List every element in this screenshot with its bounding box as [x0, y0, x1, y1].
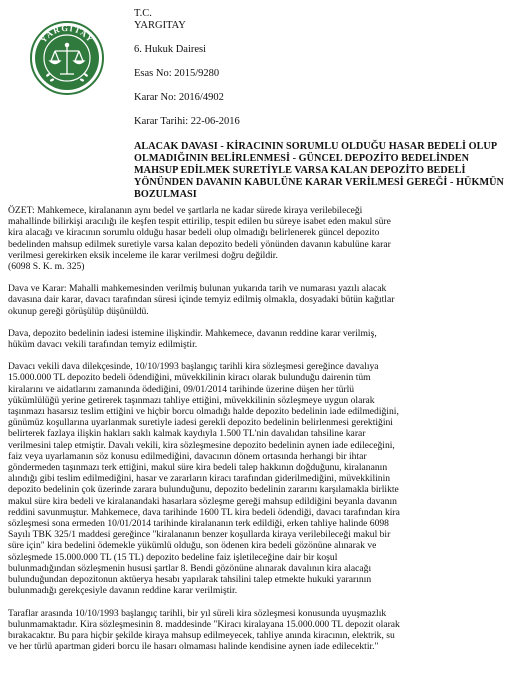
body-text-line: Taraflar arasında 10/10/1993 başlangıç tarihli, bir yıl süreli kira sözleşmesi konusunda uyuşmazlık	[8, 607, 387, 619]
body-text-line: yükümlülüğü yerine getirerek taşınmazı tahliye ettiğini, müvekkilinin sözleşmeye uygun olarak	[8, 394, 375, 406]
body-text-line: kira alacağı ve kiracının sorumlu olduğu hasar bedeli olup olmadığı belirlenerek güncel depozito	[8, 227, 380, 239]
body-text-line: kiralarını ve aidatlarını zamanında ödediğini, 09/01/2014 tarihinde üzerine düşen her türlü	[8, 383, 355, 395]
body-text-line: taşınmazı hasarsız teslim ettiğini ve hiçbir borcu olmadığı halde depozito bedelinin iade edilmediğini,	[8, 406, 399, 418]
header-esas-no: Esas No: 2015/9280	[134, 68, 220, 79]
body-text-line: reddini savunmuştur. Mahkemece, dava tarihinde 1600 TL kira bedeli ödendiği, davacı tarafından kira	[8, 506, 400, 518]
body-text-line: bedelinden mahsup edilmek suretiyle varsa kalan depozito bedeli yönünden davanın kabulüne karar	[8, 238, 391, 250]
paragraph-gap	[8, 272, 504, 283]
body-text-line: sözleşmede 15.000.000 TL (15 TL) depozito bedeline faiz işletileceğine dair bir koşul	[8, 551, 338, 563]
body-text-line: bulunmadığından sözleşmenin hususi şartlar 8. Bendi gözönüne alınarak davalının kira alacağı	[8, 562, 372, 574]
body-text-line: ÖZET: Mahkemece, kiralananın aynı bedel ve şartlarla ne kadar sürede kiraya verilebileceği	[8, 205, 363, 216]
body-text-line: hüküm davacı vekili tarafından temyiz edilmiştir.	[8, 339, 198, 351]
body-text-line: okunup gereği görüşülüp düşünüldü.	[8, 305, 149, 317]
body-text-line: verilmesini talep etmiştir. Davalı vekili, kira sözleşmesine depozito bedelinin aynen iade edileceğini,	[8, 439, 395, 451]
header-karar-tarihi: Karar Tarihi: 22-06-2016	[134, 116, 240, 127]
case-title-line: OLMADIĞININ BELİRLENMESİ - GÜNCEL DEPOZİTO BEDELİNDEN	[134, 153, 470, 164]
body-text-line: Sayılı TBK 325/1 maddesi gereğince "kiralananın benzer koşullarda kiraya verilebileceği makul bir	[8, 529, 391, 541]
body-text-line: göndermeden taşınmazı terk ettiğini, makul süre kira bedeli talep hakkının doğduğunu, kiralananın	[8, 462, 388, 474]
paragraph-gap	[8, 317, 504, 328]
header-chamber: 6. Hukuk Dairesi	[134, 44, 207, 55]
paragraph-gap	[8, 597, 504, 608]
case-title-line: BOZULMASI	[134, 189, 197, 200]
body-text-line: Davacı vekili dava dilekçesinde, 10/10/1993 başlangıç tarihli kira sözleşmesi gereğince davalıya	[8, 361, 379, 373]
body-text-line: makul süre kira bedeli ve kiralanandaki hasarlara sözleşme gereği mahsup edildiğini beyanla davanın	[8, 495, 397, 507]
body-text-line: bulunduğundan depozitonun aktüerya hesabı yapılarak tahsilini talep etmekte hukuki yararının	[8, 574, 372, 586]
body-text-line: alındığı gibi teslim edilmediğini, hasar ve zararların kiracı tarafından giderilmediğini, müvekkilinin	[8, 473, 391, 485]
body-text-line: bırakacaktır. Bu para hiçbir şekilde kiraya mahsup edilmeyecek, tahliye anında kiracının, elektrik, su	[8, 629, 395, 641]
document-header	[134, 8, 494, 128]
body-text-line: Dava, depozito bedelinin iadesi istemine ilişkindir. Mahkemece, davanın reddine karar verilmiş,	[8, 327, 377, 339]
body-text-line: verilmesi gerekirken eksik inceleme ile karar verilmesi doğru değildir.	[8, 249, 278, 261]
body-text-line: sözleşmesi sona ermeden 10/01/2014 tarihinde kiralananın terk edildiği, erken tahliye halinde 6098	[8, 518, 389, 530]
body-text-line: depozito bedelinin çok üzerinde zarara bulunduğunu, depozito bedelinin zararını karşılamakla birlikte	[8, 484, 399, 496]
case-title-line: YÖNÜNDEN DAVANIN KABULÜNE KARAR VERİLMESİ GEREĞİ - HÜKMÜN	[134, 177, 504, 188]
body-text-line: bulunmadığı gerekçesiyle davanın reddine karar verilmiştir.	[8, 585, 238, 597]
header-karar-no: Karar No: 2016/4902	[134, 92, 224, 103]
case-title-line: ALACAK DAVASI - KİRACININ SORUMLU OLDUĞU HASAR BEDELİ OLUP	[134, 141, 498, 152]
decision-body	[8, 205, 504, 652]
body-text-line: Dava ve Karar: Mahalli mahkemesinden verilmiş bulunan yukarıda tarih ve numarası yazılı alacak	[8, 283, 387, 295]
body-text-line: (6098 S. K. m. 325)	[8, 261, 85, 273]
seal-text: YARGITAY	[37, 22, 96, 45]
yargitay-seal-logo	[28, 20, 106, 96]
header-tc: T.C.	[134, 8, 152, 19]
body-text-line: belirterek fazlaya ilişkin hakları saklı kalmak kaydıyla 1.500 TL'nin davalıdan tahsiline karar	[8, 428, 366, 440]
case-title	[134, 141, 504, 201]
body-text-line: 15.000.000 TL depozito bedeli ödendiğini, müvekkilinin kiracı olarak bulunduğu dairenin tüm	[8, 372, 371, 384]
body-text-line: faiz veya uyarlamanın söz konusu edilmediğini, davacının dönem ortasında herhangi bir ihtar	[8, 450, 367, 462]
body-text-line: süre için" kira bedelini ödemekle yükümlü olduğu, son ödenen kira bedeli gözönüne alınarak ve	[8, 540, 377, 552]
paragraph-gap	[8, 350, 504, 361]
body-text-line: bulunmamaktadır. Kira sözleşmesinin 8. maddesinde "Kiracı kiralayana 15.000.000 TL depozit olarak	[8, 618, 400, 630]
case-title-line: MAHSUP EDİLMEK SURETİYLE VARSA KALAN DEPOZİTO BEDELİ	[134, 165, 466, 176]
body-text-line: mahallinde bilirkişi aracılığı ile keşfen tespit ettirilip, tespit edilen bu süreye isabet eden makul süre	[8, 216, 391, 228]
body-text-line: ve her türlü apartman gideri borcu ile hasarı olmaması halinde kendisine aynen iade edilecektir."	[8, 641, 379, 653]
body-text-line: davasına dair karar, davacı tarafından süresi içinde temyiz edilmiş olmakla, dosyadaki bütün kağıtlar	[8, 294, 395, 306]
header-court-name: YARGITAY	[134, 20, 186, 31]
body-text-line: günümüz koşullarına uyarlanmak suretiyle iadesi gerekli depozito bedelinin belirlenmesi gerektiğini	[8, 417, 393, 429]
